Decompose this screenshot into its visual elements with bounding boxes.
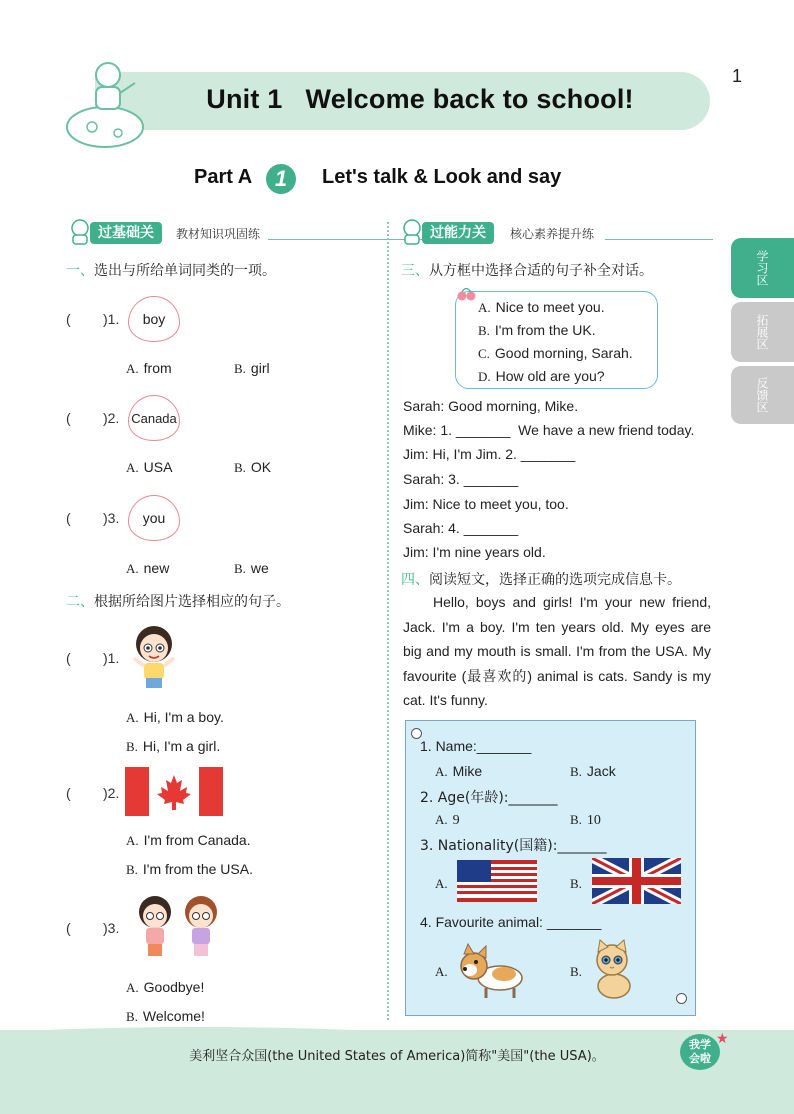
card-option-b: B. bbox=[570, 876, 582, 891]
card-option-b: B. Jack bbox=[570, 763, 616, 779]
section-sub-ability: 核心素养提升练 bbox=[510, 227, 595, 241]
item-number: )3. bbox=[103, 510, 120, 526]
box-option-d: D. How old are you? bbox=[478, 368, 605, 384]
answer-paren-1[interactable]: ( bbox=[66, 311, 71, 327]
item-number: )2. bbox=[103, 410, 120, 426]
word-peach: boy bbox=[128, 296, 180, 342]
answer-paren-6[interactable]: ( bbox=[66, 920, 71, 936]
option-b: B. girl bbox=[234, 360, 270, 376]
usa-flag-picture bbox=[457, 860, 537, 902]
option-a: A. Goodbye! bbox=[126, 979, 205, 995]
section4-number: 四、 bbox=[401, 572, 429, 588]
card-option-b: B. 10 bbox=[570, 812, 601, 828]
footer-note: 美利坚合众国(the United States of America)简称"美国"(the USA)。 bbox=[189, 1049, 605, 1064]
footer-band bbox=[0, 1030, 794, 1114]
two-girls-picture bbox=[133, 890, 225, 966]
answer-paren-2[interactable]: ( bbox=[66, 410, 71, 426]
tab-study[interactable]: 学习区 bbox=[731, 238, 794, 298]
answer-paren-3[interactable]: ( bbox=[66, 510, 71, 526]
mascot-icon bbox=[68, 218, 92, 246]
option-a: A. I'm from Canada. bbox=[126, 832, 251, 848]
left-section-header bbox=[68, 222, 378, 248]
tab-extend[interactable]: 拓展区 bbox=[731, 302, 794, 362]
dialog-line: Sarah: 3. _______ bbox=[403, 471, 519, 487]
section4-title: 阅读短文，选择正确的选项完成信息卡。 bbox=[429, 572, 681, 588]
section2-number: 二、 bbox=[66, 594, 94, 610]
item-number: )2. bbox=[103, 785, 120, 801]
tab-feedback[interactable]: 反馈区 bbox=[731, 366, 794, 424]
star-icon: ★ bbox=[716, 1030, 729, 1046]
card-question-3: 3. Nationality(国籍):_______ bbox=[420, 838, 607, 854]
card-question-1: 1. Name:_______ bbox=[420, 738, 532, 754]
dialog-line: Sarah: 4. _______ bbox=[403, 520, 519, 536]
dialog-line: Sarah: Good morning, Mike. bbox=[403, 398, 579, 414]
box-option-b: B. I'm from the UK. bbox=[478, 322, 596, 338]
card-option-a: A. 9 bbox=[435, 812, 460, 828]
section1-title: 选出与所给单词同类的一项。 bbox=[94, 263, 276, 279]
item-number: )3. bbox=[103, 920, 120, 936]
dog-picture bbox=[454, 940, 528, 1002]
option-b: B. we bbox=[234, 560, 269, 576]
answer-paren-5[interactable]: ( bbox=[66, 785, 71, 801]
part-number-badge: 1 bbox=[266, 164, 296, 194]
section3-number: 三、 bbox=[401, 263, 429, 279]
box-option-c: C. Good morning, Sarah. bbox=[478, 345, 633, 361]
section-divider-line bbox=[605, 239, 713, 240]
footer-wave bbox=[0, 1022, 794, 1042]
section3-title: 从方框中选择合适的句子补全对话。 bbox=[429, 263, 653, 279]
answer-paren-4[interactable]: ( bbox=[66, 650, 71, 666]
item-number: )1. bbox=[103, 311, 120, 327]
item-number: )1. bbox=[103, 650, 120, 666]
dialog-line: Jim: Hi, I'm Jim. 2. _______ bbox=[403, 446, 576, 462]
page-number: 1 bbox=[732, 66, 743, 86]
part-label: Part A bbox=[194, 166, 253, 188]
section2-heading bbox=[66, 591, 290, 611]
reading-passage: Hello, boys and girls! I'm your new friend, Jack. I'm a boy. I'm ten years old. My eyes are big and my mouth is small. I'm from the USA. My favourite (最喜欢的) animal is cats. Sandy is my cat. It's funny. bbox=[403, 594, 711, 708]
lesson-title: Let's talk & Look and say bbox=[322, 166, 562, 188]
cherry-icon bbox=[456, 284, 478, 302]
canada-flag-picture bbox=[125, 767, 223, 816]
option-a: A. USA bbox=[126, 459, 173, 475]
unit-title: Unit 1 Welcome back to school! bbox=[206, 84, 634, 114]
learned-badge: 我学 会啦 bbox=[680, 1034, 720, 1070]
dialog-line: Jim: I'm nine years old. bbox=[403, 544, 546, 560]
dialog-line: Mike: 1. _______ We have a new friend today. bbox=[403, 422, 695, 438]
section-pill-ability: 过能力关 bbox=[422, 222, 494, 244]
option-b: B. Hi, I'm a girl. bbox=[126, 738, 221, 754]
card-option-a: A. bbox=[435, 876, 448, 891]
option-b: B. I'm from the USA. bbox=[126, 861, 253, 877]
section2-title: 根据所给图片选择相应的句子。 bbox=[94, 594, 290, 610]
card-hole-bottom bbox=[676, 993, 687, 1004]
section-pill-basic: 过基础关 bbox=[90, 222, 162, 244]
girl-picture bbox=[128, 620, 180, 695]
section1-number: 一、 bbox=[66, 263, 94, 279]
card-question-2: 2. Age(年龄):_______ bbox=[420, 790, 558, 806]
section3-heading bbox=[401, 260, 653, 280]
word-peach: you bbox=[128, 495, 180, 541]
column-divider bbox=[387, 222, 389, 1020]
section-sub-basic: 教材知识巩固练 bbox=[176, 227, 261, 241]
section1-heading bbox=[66, 260, 276, 280]
section4-heading bbox=[401, 569, 681, 589]
right-section-header bbox=[400, 222, 715, 248]
card-option-b: B. bbox=[570, 964, 582, 979]
dialog-line: Jim: Nice to meet you, too. bbox=[403, 496, 569, 512]
word-peach: Canada bbox=[128, 395, 180, 441]
cat-picture bbox=[588, 938, 636, 1002]
mascot-icon bbox=[400, 218, 424, 246]
card-option-a: A. bbox=[435, 964, 448, 979]
option-a: A. from bbox=[126, 360, 172, 376]
option-a: A. Hi, I'm a boy. bbox=[126, 709, 224, 725]
option-b: B. Welcome! bbox=[126, 1008, 205, 1024]
option-b: B. OK bbox=[234, 459, 272, 475]
card-question-4: 4. Favourite animal: _______ bbox=[420, 914, 602, 930]
uk-flag-picture bbox=[592, 858, 681, 904]
box-option-a: A. Nice to meet you. bbox=[478, 299, 605, 315]
option-a: A. new bbox=[126, 560, 170, 576]
card-option-a: A. Mike bbox=[435, 763, 483, 779]
